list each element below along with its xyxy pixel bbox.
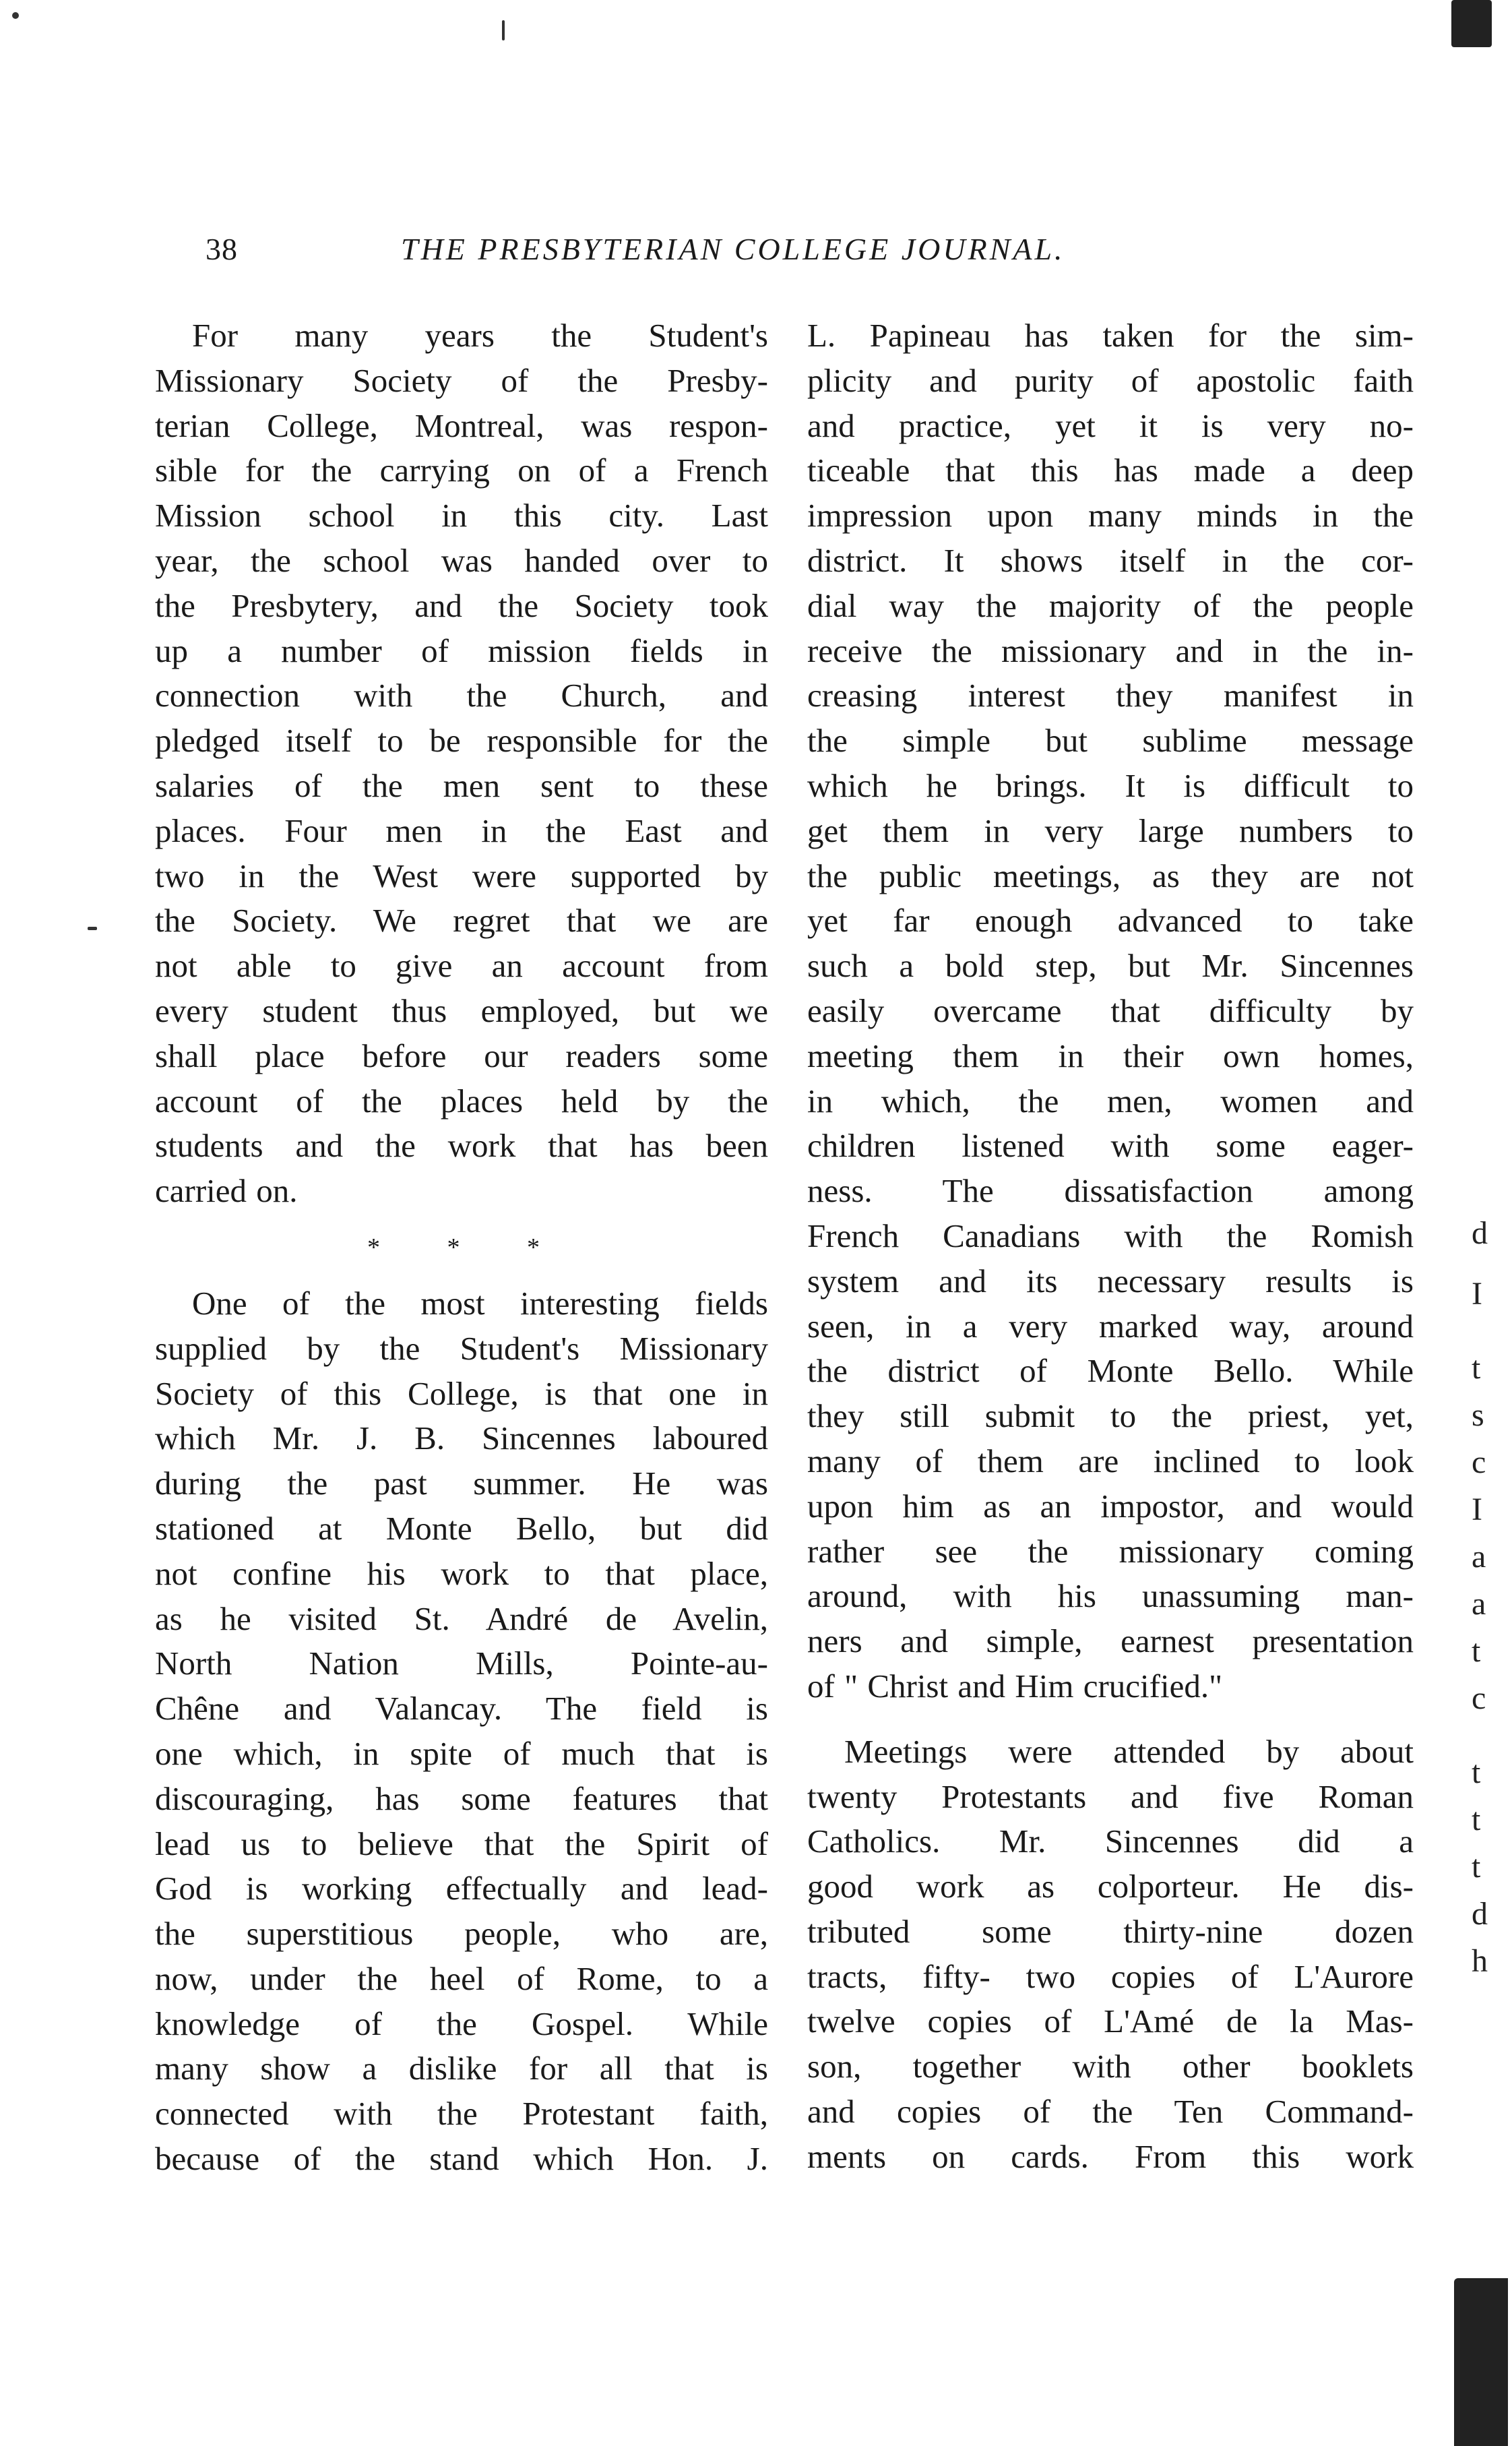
text-line: not confine his work to that place, xyxy=(155,1554,768,1592)
text-line: discouraging, has some features that xyxy=(155,1779,768,1817)
text-line: French Canadians with the Romish xyxy=(807,1217,1414,1254)
text-line: in which, the men, women and xyxy=(807,1082,1414,1120)
text-line: Meetings were attended by about xyxy=(844,1732,1414,1770)
text-line: Mission school in this city. Last xyxy=(155,497,768,534)
text-line: tracts, fifty- two copies of L'Aurore xyxy=(807,1957,1414,1995)
text-line: For many years the Student's xyxy=(192,317,768,354)
text-line: rather see the missionary coming xyxy=(807,1532,1414,1570)
text-line: supplied by the Student's Missionary xyxy=(155,1329,768,1367)
text-line: son, together with other booklets xyxy=(807,2048,1414,2085)
right-text-column xyxy=(807,313,1414,2180)
text-line: sible for the carrying on of a French xyxy=(155,452,768,489)
edge-letter-fragment: I xyxy=(1472,1276,1482,1312)
text-line: L. Papineau has taken for the sim- xyxy=(807,317,1414,354)
text-line: every student thus employed, but we xyxy=(155,991,768,1029)
text-line: district. It shows itself in the cor- xyxy=(807,541,1414,579)
running-title: THE PRESBYTERIAN COLLEGE JOURNAL. xyxy=(401,232,1065,266)
text-line: and copies of the Ten Command- xyxy=(807,2093,1414,2131)
binding-smudge-top xyxy=(1451,0,1492,47)
text-line: now, under the heel of Rome, to a xyxy=(155,1959,768,1997)
text-line: One of the most interesting fields xyxy=(192,1284,768,1322)
edge-letter-fragment: a xyxy=(1472,1539,1486,1574)
text-line: twenty Protestants and five Roman xyxy=(807,1777,1414,1815)
text-line: shall place before our readers some xyxy=(155,1037,768,1074)
text-line: plicity and purity of apostolic faith xyxy=(807,361,1414,399)
edge-letter-fragment: t xyxy=(1472,1633,1481,1669)
text-line: knowledge of the Gospel. While xyxy=(155,2005,768,2042)
text-line: receive the missionary and in the in- xyxy=(807,632,1414,669)
text-line: ners and simple, earnest presentation xyxy=(807,1622,1414,1660)
text-line: two in the West were supported by xyxy=(155,857,768,894)
page-header xyxy=(206,229,1418,283)
text-line: places. Four men in the East and xyxy=(155,812,768,849)
text-line: Missionary Society of the Presby- xyxy=(155,361,768,399)
text-line: terian College, Montreal, was respon- xyxy=(155,406,768,444)
text-line: God is working effectually and lead- xyxy=(155,1870,768,1907)
text-line: ness. The dissatisfaction among xyxy=(807,1172,1414,1210)
text-line: and practice, yet it is very no- xyxy=(807,406,1414,444)
text-line: Catholics. Mr. Sincennes did a xyxy=(807,1823,1414,1860)
text-line: get them in very large numbers to xyxy=(807,812,1414,849)
edge-letter-fragment: c xyxy=(1472,1444,1486,1480)
text-line: connected with the Protestant faith, xyxy=(155,2095,768,2133)
section-separator: * * * xyxy=(367,1233,569,1262)
text-line: during the past summer. He was xyxy=(155,1465,768,1502)
text-line: ments on cards. From this work xyxy=(807,2137,1414,2175)
text-line: easily overcame that difficulty by xyxy=(807,991,1414,1029)
text-line: stationed at Monte Bello, but did xyxy=(155,1509,768,1547)
edge-letter-fragment: t xyxy=(1472,1350,1481,1386)
text-line: twelve copies of L'Amé de la Mas- xyxy=(807,2002,1414,2040)
text-line: which Mr. J. B. Sincennes laboured xyxy=(155,1419,768,1457)
text-line: seen, in a very marked way, around xyxy=(807,1307,1414,1345)
text-line: North Nation Mills, Pointe-au- xyxy=(155,1645,768,1682)
text-line: creasing interest they manifest in xyxy=(807,677,1414,714)
text-line: salaries of the men sent to these xyxy=(155,766,768,804)
adjacent-page-edge xyxy=(1424,0,1512,2446)
edge-letter-fragment: t xyxy=(1472,1849,1481,1885)
edge-letter-fragment: a xyxy=(1472,1586,1486,1622)
text-line: Chêne and Valancay. The field is xyxy=(155,1690,768,1728)
text-line: impression upon many minds in the xyxy=(807,497,1414,534)
text-line: the district of Monte Bello. While xyxy=(807,1352,1414,1390)
edge-letter-fragment: t xyxy=(1472,1802,1481,1837)
text-line: year, the school was handed over to xyxy=(155,541,768,579)
text-line: upon him as an impostor, and would xyxy=(807,1487,1414,1525)
edge-letter-fragment: I xyxy=(1472,1492,1482,1527)
text-line: many show a dislike for all that is xyxy=(155,2050,768,2087)
binding-smudge-bottom xyxy=(1454,2278,1508,2446)
text-line: meeting them in their own homes, xyxy=(807,1037,1414,1074)
paragraph-gap xyxy=(807,1709,1414,1730)
text-line: which he brings. It is difficult to xyxy=(807,766,1414,804)
text-line: Society of this College, is that one in xyxy=(155,1374,768,1412)
text-line: the simple but sublime message xyxy=(807,722,1414,760)
text-line: tributed some thirty-nine dozen xyxy=(807,1912,1414,1950)
edge-letter-fragment: d xyxy=(1472,1896,1488,1932)
edge-letter-fragment: h xyxy=(1472,1943,1488,1979)
ink-speck xyxy=(12,12,19,19)
text-line: good work as colporteur. He dis- xyxy=(807,1868,1414,1905)
ink-speck xyxy=(502,20,505,40)
text-line: children listened with some eager- xyxy=(807,1127,1414,1165)
text-line: pledged itself to be responsible for the xyxy=(155,722,768,760)
text-line: such a bold step, but Mr. Sincennes xyxy=(807,947,1414,985)
edge-letter-fragment: t xyxy=(1472,1754,1481,1790)
edge-letter-fragment: d xyxy=(1472,1215,1488,1251)
text-line: ticeable that this has made a deep xyxy=(807,452,1414,489)
left-text-column xyxy=(155,313,768,2182)
text-line: dial way the majority of the people xyxy=(807,586,1414,624)
text-line: they still submit to the priest, yet, xyxy=(807,1397,1414,1435)
text-line: not able to give an account from xyxy=(155,947,768,985)
text-line: lead us to believe that the Spirit of xyxy=(155,1825,768,1862)
text-line: one which, in spite of much that is xyxy=(155,1734,768,1772)
text-line: the Presbytery, and the Society took xyxy=(155,586,768,624)
text-line: as he visited St. André de Avelin, xyxy=(155,1599,768,1637)
text-line: around, with his unassuming man- xyxy=(807,1577,1414,1615)
text-line: the public meetings, as they are not xyxy=(807,857,1414,894)
text-line: connection with the Church, and xyxy=(155,677,768,714)
text-line: system and its necessary results is xyxy=(807,1262,1414,1300)
text-line: the superstitious people, who are, xyxy=(155,1915,768,1953)
text-line: students and the work that has been xyxy=(155,1127,768,1165)
text-line: many of them are inclined to look xyxy=(807,1442,1414,1479)
text-line: the Society. We regret that we are xyxy=(155,902,768,940)
text-line: account of the places held by the xyxy=(155,1082,768,1120)
page-number: 38 xyxy=(206,232,238,266)
edge-letter-fragment: c xyxy=(1472,1680,1486,1716)
text-line: because of the stand which Hon. J. xyxy=(155,2140,768,2178)
text-line: up a number of mission fields in xyxy=(155,632,768,669)
text-line: yet far enough advanced to take xyxy=(807,902,1414,940)
edge-letter-fragment: s xyxy=(1472,1397,1484,1433)
ink-speck xyxy=(88,927,97,930)
text-line: carried on. xyxy=(155,1172,298,1210)
text-line: of " Christ and Him crucified." xyxy=(807,1667,1223,1705)
